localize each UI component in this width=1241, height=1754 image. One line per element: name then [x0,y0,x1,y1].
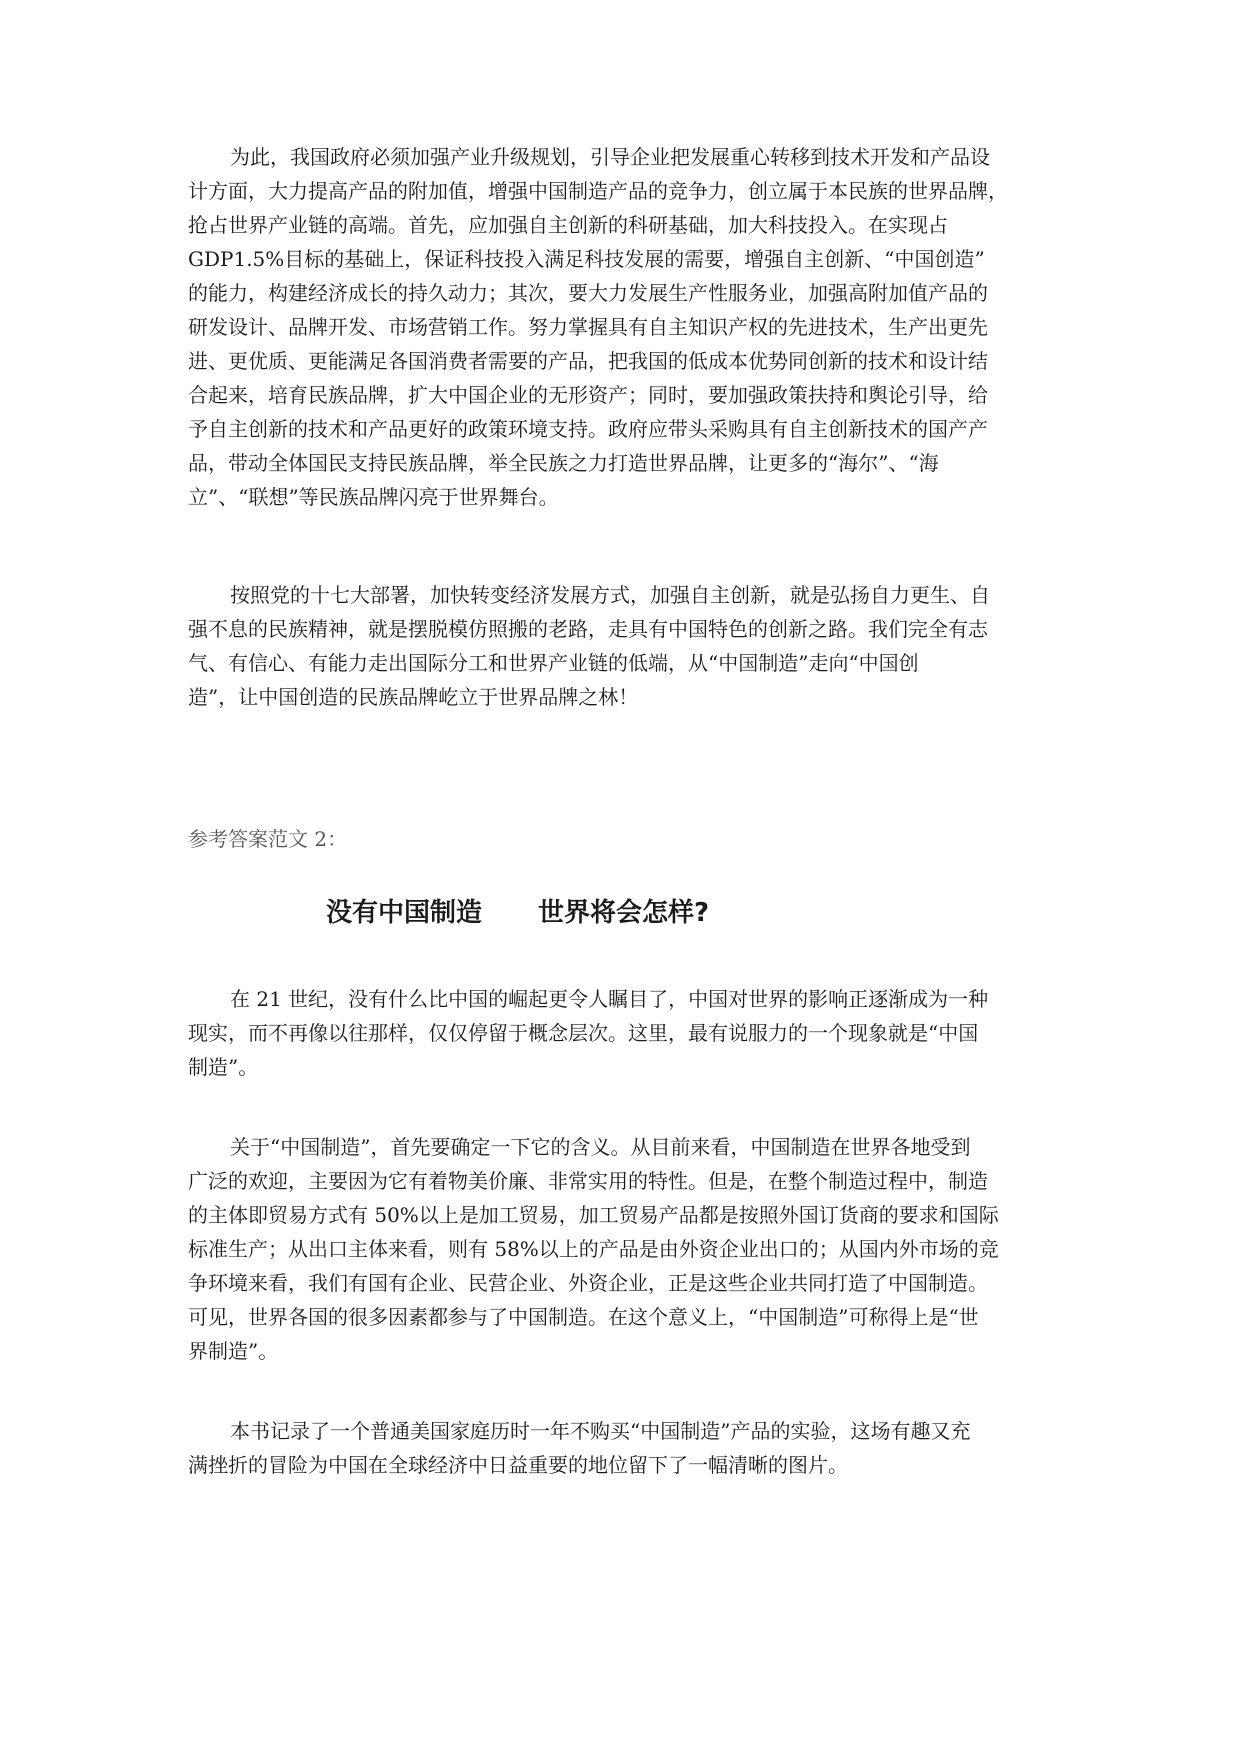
essay-title [326,893,709,933]
text-line: 强不息的民族精神，就是摆脱模仿照搬的老路，走具有中国特色的创新之路。我们完全有志 [188,617,988,641]
text-line: 进、更优质、更能满足各国消费者需要的产品，把我国的低成本优势同创新的技术和设计结 [188,349,988,373]
text-line: 立”、“联想”等民族品牌闪亮于世界舞台。 [188,485,559,509]
essay-title-part1: 没有中国制造 [326,898,483,928]
text-line: GDP1.5%目标的基础上，保证科技投入满足科技发展的需要，增强自主创新、“中国创造” [188,247,985,271]
text-line: 合起来，培育民族品牌，扩大中国企业的无形资产；同时，要加强政策扶持和舆论引导，给 [188,383,988,407]
text-line: 争环境来看，我们有国有企业、民营企业、外资企业，正是这些企业共同打造了中国制造。 [188,1271,988,1295]
text-line: 气、有信心、有能力走出国际分工和世界产业链的低端，从“中国制造”走向“中国创 [188,651,919,675]
text-line: 抢占世界产业链的高端。首先，应加强自主创新的科研基础，加大科技投入。在实现占 [188,213,948,237]
text-line: 广泛的欢迎，主要因为它有着物美价廉、非常实用的特性。但是，在整个制造过程中，制造 [188,1169,988,1193]
text-line: 满挫折的冒险为中国在全球经济中日益重要的地位留下了一幅清晰的图片。 [188,1453,848,1477]
text-line: 研发设计、品牌开发、市场营销工作。努力掌握具有自主知识产权的先进技术，生产出更先 [188,315,988,339]
text-line: 现实，而不再像以往那样，仅仅停留于概念层次。这里，最有说服力的一个现象就是“中国 [188,1021,979,1045]
paragraph-seventeenth-congress [188,578,1056,714]
text-line: 制造”。 [188,1055,259,1079]
text-line: 关于“中国制造”，首先要确定一下它的含义。从目前来看，中国制造在世界各地受到 [230,1135,971,1159]
text-line: 予自主创新的技术和产品更好的政策环境支持。政府应带头采购具有自主创新技术的国产产 [188,417,988,441]
text-line: 造”，让中国创造的民族品牌屹立于世界品牌之林！ [188,685,639,709]
text-line: 按照党的十七大部署，加快转变经济发展方式，加强自主创新，就是弘扬自力更生、自 [230,583,990,607]
text-line: 为此，我国政府必须加强产业升级规划，引导企业把发展重心转移到技术开发和产品设 [230,145,990,169]
text-line: 计方面，大力提高产品的附加值，增强中国制造产品的竞争力，创立属于本民族的世界品牌， [188,179,1008,203]
text-line: 可见，世界各国的很多因素都参与了中国制造。在这个意义上，“中国制造”可称得上是“世 [188,1305,979,1329]
text-line: 本书记录了一个普通美国家庭历时一年不购买“中国制造”产品的实验，这场有趣又充 [230,1419,971,1443]
reference-answer-label: 参考答案范文 2： [188,827,348,851]
essay-title-part2: 世界将会怎样? [538,898,710,928]
text-line: 品，带动全体国民支持民族品牌，举全民族之力打造世界品牌，让更多的“海尔”、“海 [188,451,939,475]
paragraph-china-rise [188,982,1056,1084]
text-line: 的能力，构建经济成长的持久动力；其次，要大力发展生产性服务业，加强高附加值产品的 [188,281,988,305]
text-line: 的主体即贸易方式有 50%以上是加工贸易，加工贸易产品都是按照外国订货商的要求和国际 [188,1203,999,1227]
paragraph-industrial-upgrade [188,140,1056,514]
paragraph-made-in-china-meaning [188,1130,1056,1368]
paragraph-book-experiment [188,1414,1056,1482]
text-line: 在 21 世纪，没有什么比中国的崛起更令人瞩目了，中国对世界的影响正逐渐成为一种 [230,987,989,1011]
text-line: 标准生产；从出口主体来看，则有 58%以上的产品是由外资企业出口的；从国内外市场的竞 [188,1237,999,1261]
text-line: 界制造”。 [188,1339,279,1363]
